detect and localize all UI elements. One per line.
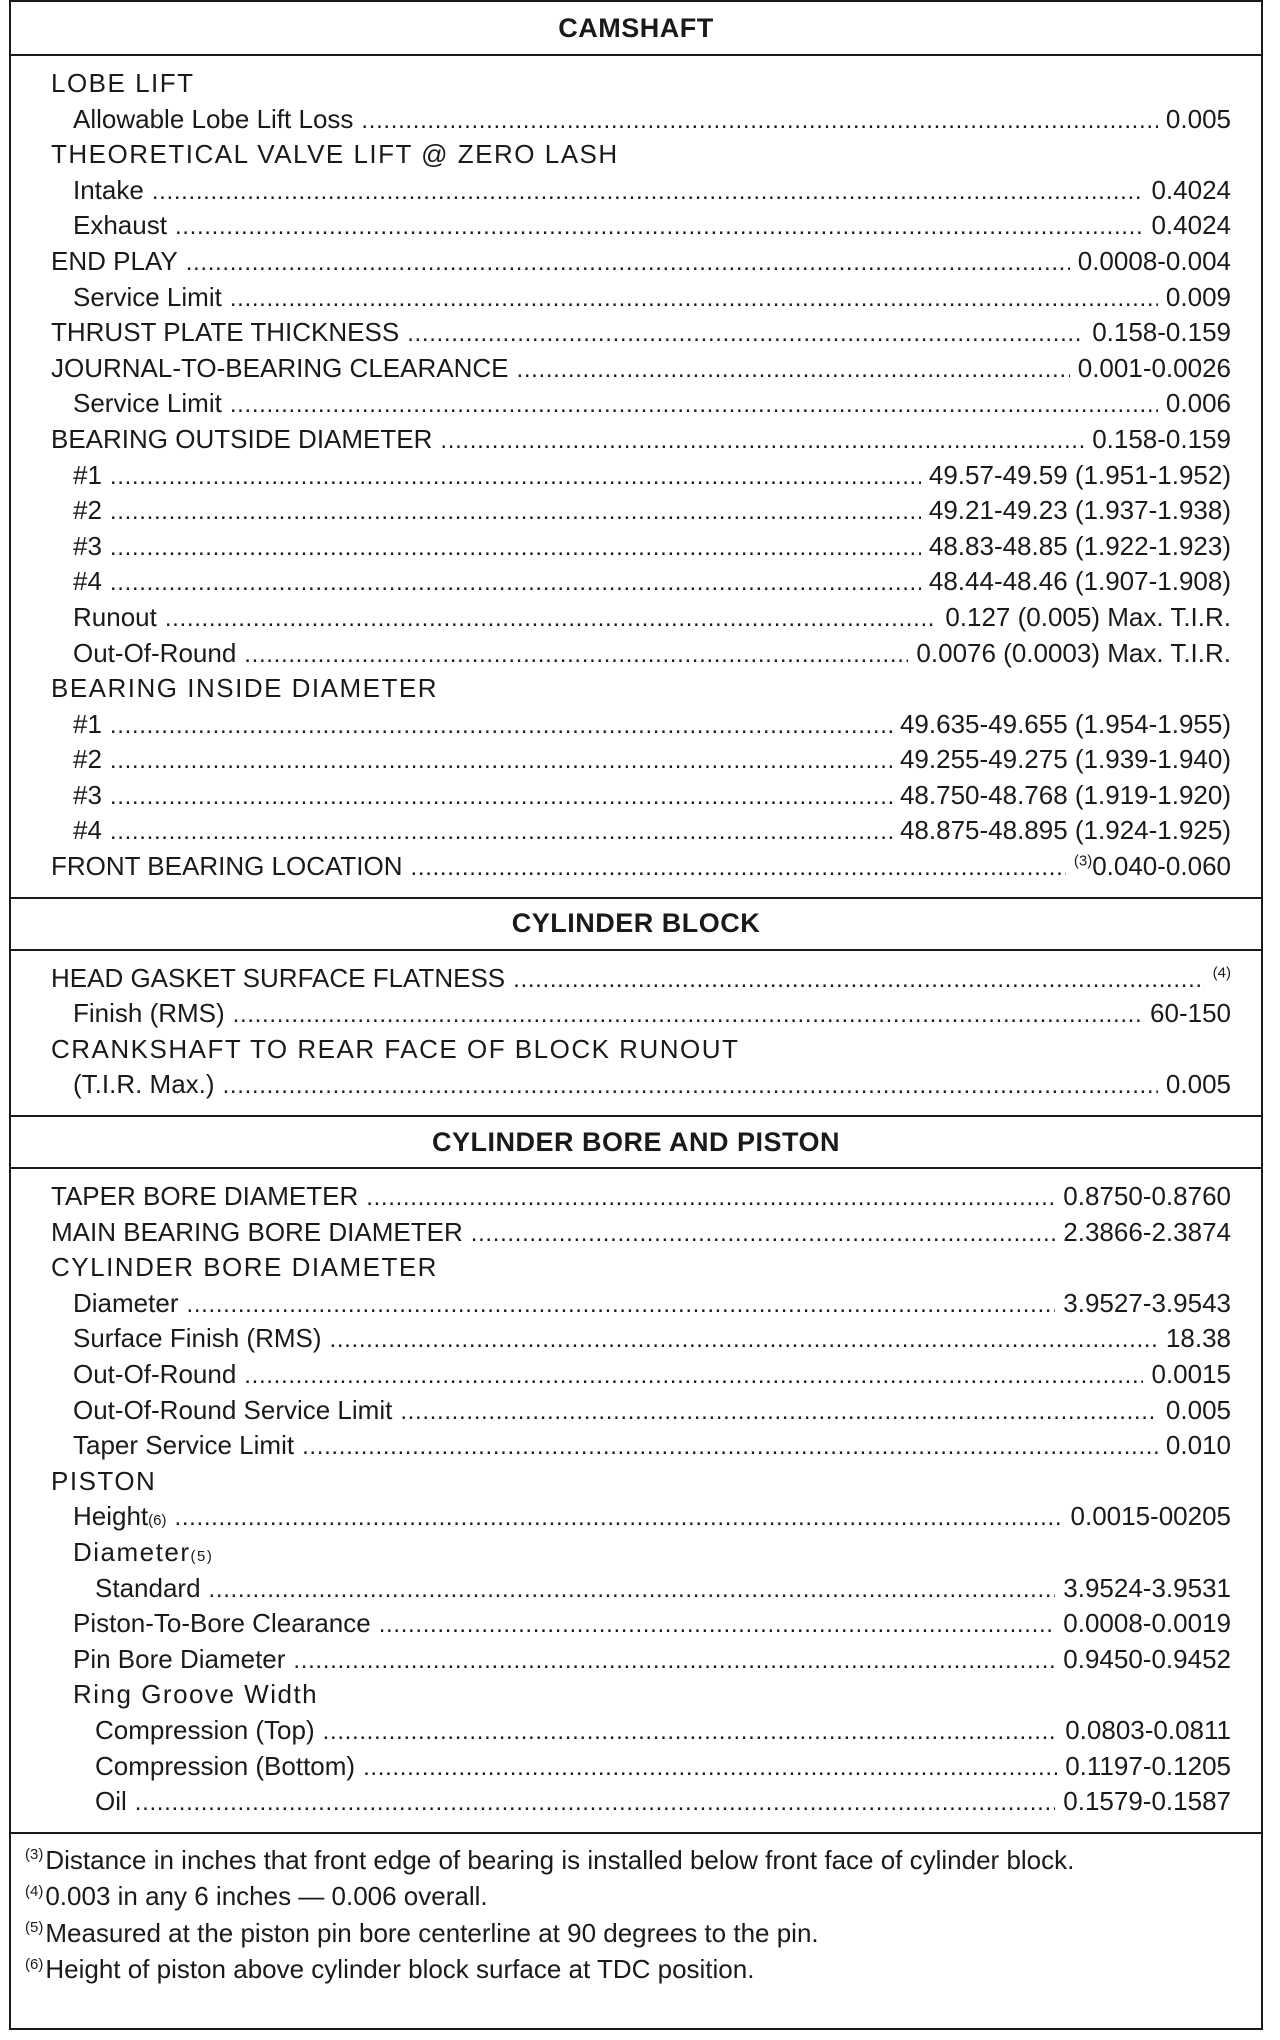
- spec-value: [1078, 351, 1231, 387]
- spec-label: #2: [73, 744, 102, 775]
- spec-value-text: 3.9527-3.9543: [1063, 1287, 1231, 1318]
- spec-label: Standard: [95, 1572, 201, 1603]
- spec-row: [51, 1215, 1231, 1251]
- spec-row: [51, 1321, 1231, 1357]
- dot-leader: [302, 1428, 1158, 1465]
- spec-label: Height: [73, 1501, 149, 1532]
- dot-leader: [110, 458, 921, 495]
- spec-row: [51, 173, 1231, 209]
- spec-row: Diameter (5): [51, 1535, 1231, 1571]
- spec-value-text: 0.005: [1165, 103, 1231, 134]
- spec-value: [1063, 1571, 1231, 1607]
- spec-label: PISTON: [51, 1465, 157, 1496]
- spec-row: [51, 1179, 1231, 1215]
- spec-value: [1092, 422, 1231, 458]
- footnotes: [11, 1832, 1261, 1998]
- spec-value-text: 48.750-48.768 (1.919-1.920): [899, 779, 1231, 810]
- spec-row: [51, 1464, 1231, 1500]
- spec-label: BEARING INSIDE DIAMETER: [51, 673, 438, 704]
- spec-row: [51, 1713, 1231, 1749]
- footnote-text: Measured at the piston pin bore centerline at 90 degrees to the pin.: [45, 1917, 819, 1948]
- dot-leader: [209, 1571, 1056, 1608]
- spec-row: [51, 1749, 1231, 1785]
- spec-label: Runout: [73, 601, 157, 632]
- spec-label: Intake: [73, 174, 144, 205]
- dot-leader: [330, 1321, 1158, 1358]
- dot-leader: [293, 1642, 1055, 1679]
- spec-row: [51, 137, 1231, 173]
- dot-leader: [230, 386, 1158, 423]
- spec-label: Allowable Lobe Lift Loss: [73, 103, 354, 134]
- spec-label: Piston-To-Bore Clearance: [73, 1608, 371, 1639]
- spec-row: [51, 1571, 1231, 1607]
- camshaft-section-title: CAMSHAFT: [11, 2, 1261, 56]
- spec-value-text: 0.127 (0.005) Max. T.I.R.: [945, 601, 1231, 632]
- dot-leader: [186, 1286, 1055, 1323]
- footnote: [25, 1915, 1251, 1952]
- spec-row: [51, 315, 1231, 351]
- dot-leader: [135, 1784, 1056, 1821]
- spec-row: [51, 1250, 1231, 1286]
- dot-leader: [110, 564, 921, 601]
- cylinder-bore-section-title: CYLINDER BORE AND PISTON: [11, 1115, 1261, 1169]
- spec-value: [1063, 1642, 1231, 1678]
- spec-label: CYLINDER BORE DIAMETER: [51, 1252, 438, 1283]
- spec-label: #2: [73, 495, 102, 526]
- spec-value: [916, 636, 1231, 672]
- spec-label: Out-Of-Round: [73, 1359, 237, 1389]
- dot-leader: [440, 422, 1084, 459]
- spec-value: [1071, 1499, 1231, 1535]
- spec-row: [51, 1428, 1231, 1464]
- spec-value: [1166, 1393, 1231, 1429]
- spec-value-text: 49.255-49.275 (1.939-1.940): [899, 744, 1231, 775]
- spec-value-text: 0.0015: [1151, 1359, 1231, 1389]
- dot-leader: [244, 636, 908, 673]
- footnote-ref: (3): [1073, 852, 1093, 870]
- spec-row: [51, 102, 1231, 138]
- spec-value: [1065, 1749, 1231, 1785]
- footnote-text: Distance in inches that front edge of bearing is installed below front face of cylinder block.: [45, 1844, 1075, 1875]
- spec-label: Ring Groove Width: [73, 1679, 319, 1710]
- spec-value: [1063, 1179, 1231, 1215]
- spec-label: #1: [73, 708, 102, 739]
- dot-leader: [363, 1749, 1057, 1786]
- spec-row: [51, 386, 1231, 422]
- footnote: [25, 1842, 1251, 1879]
- camshaft-section: [11, 56, 1261, 897]
- spec-value-text: 0.005: [1165, 1069, 1231, 1100]
- spec-value-text: 0.006: [1165, 388, 1231, 419]
- spec-value-text: 49.57-49.59 (1.951-1.952): [928, 459, 1231, 490]
- spec-value-text: 0.4024: [1151, 174, 1231, 205]
- spec-value-text: 0.001-0.0026: [1077, 352, 1231, 383]
- dot-leader: [513, 961, 1205, 998]
- spec-value: [1150, 996, 1231, 1032]
- spec-label: #3: [73, 530, 102, 561]
- spec-row: [51, 849, 1231, 885]
- spec-label: HEAD GASKET SURFACE FLATNESS: [51, 962, 506, 993]
- footnote: [25, 1878, 1251, 1915]
- spec-value: [1063, 1286, 1231, 1322]
- spec-value-text: 0.0008-0.004: [1077, 245, 1231, 276]
- spec-row: [51, 813, 1231, 849]
- spec-value-text: 60-150: [1150, 998, 1231, 1029]
- spec-value: [1151, 1357, 1231, 1393]
- spec-value-text: 48.875-48.895 (1.924-1.925): [899, 815, 1231, 846]
- spec-value: [1166, 1067, 1231, 1103]
- dot-leader: [361, 102, 1158, 139]
- spec-row: [51, 1642, 1231, 1678]
- dot-leader: [223, 1067, 1158, 1104]
- spec-value: [1063, 1784, 1231, 1820]
- footnote-mark: (3): [25, 1846, 44, 1864]
- dot-leader: [152, 173, 1144, 210]
- spec-value-text: 0.9450-0.9452: [1063, 1643, 1231, 1674]
- spec-label: Exhaust: [73, 210, 167, 241]
- spec-value-text: 0.0076 (0.0003) Max. T.I.R.: [916, 637, 1231, 668]
- spec-row: [51, 529, 1231, 565]
- spec-value-text: 0.0015-00205: [1070, 1501, 1231, 1532]
- spec-value: [929, 564, 1231, 600]
- spec-value-text: 0.158-0.159: [1092, 317, 1231, 348]
- dot-leader: [175, 208, 1144, 245]
- spec-value: [1151, 173, 1231, 209]
- spec-row: [51, 707, 1231, 743]
- spec-value-text: 18.38: [1165, 1323, 1231, 1354]
- spec-value-text: 48.44-48.46 (1.907-1.908): [928, 566, 1231, 597]
- spec-row: [51, 778, 1231, 814]
- spec-label: BEARING OUTSIDE DIAMETER: [51, 423, 433, 454]
- spec-label: MAIN BEARING BORE DIAMETER: [51, 1216, 463, 1247]
- spec-label: Finish (RMS): [73, 998, 225, 1029]
- footnote-mark: (5): [25, 1919, 44, 1937]
- spec-label: LOBE LIFT: [51, 68, 195, 98]
- spec-value-text: 2.3866-2.3874: [1063, 1216, 1231, 1247]
- spec-value-text: 0.0008-0.0019: [1063, 1608, 1231, 1639]
- spec-row: [51, 996, 1231, 1032]
- spec-label: Pin Bore Diameter: [73, 1643, 286, 1674]
- spec-row: [51, 1677, 1231, 1713]
- spec-value-text: 0.1579-0.1587: [1063, 1786, 1231, 1817]
- spec-row: [51, 600, 1231, 636]
- dot-leader: [110, 529, 921, 566]
- spec-value-text: 3.9524-3.9531: [1063, 1572, 1231, 1603]
- cylinder-bore-section: [11, 1169, 1261, 1832]
- spec-label: JOURNAL-TO-BEARING CLEARANCE: [51, 352, 509, 383]
- spec-value-text: 49.635-49.655 (1.954-1.955): [899, 708, 1231, 739]
- spec-value: [929, 458, 1231, 494]
- spec-row: [51, 961, 1231, 997]
- footnote-text: 0.003 in any 6 inches — 0.006 overall.: [45, 1881, 488, 1912]
- spec-value: [900, 707, 1231, 743]
- spec-row: [51, 671, 1231, 707]
- spec-row: [51, 1067, 1231, 1103]
- spec-label: END PLAY: [51, 245, 178, 276]
- spec-value: [1166, 102, 1231, 138]
- spec-label: TAPER BORE DIAMETER: [51, 1181, 359, 1212]
- spec-value: [1166, 1428, 1231, 1464]
- spec-value-text: 0.0803-0.0811: [1065, 1714, 1231, 1745]
- spec-value: [1092, 315, 1231, 351]
- dot-leader: [407, 315, 1084, 352]
- spec-value-text: 0.005: [1165, 1394, 1231, 1425]
- spec-label: Oil: [95, 1786, 127, 1817]
- dot-leader: [379, 1606, 1056, 1643]
- spec-label: Surface Finish (RMS): [73, 1323, 322, 1354]
- spec-value: [900, 778, 1231, 814]
- spec-row: [51, 1286, 1231, 1322]
- spec-label: Out-Of-Round: [73, 637, 237, 668]
- spec-value-text: 0.8750-0.8760: [1063, 1181, 1231, 1212]
- dot-leader: [400, 1393, 1158, 1430]
- spec-value: [1166, 386, 1231, 422]
- spec-value: [1166, 280, 1231, 316]
- spec-value: [1063, 1215, 1231, 1251]
- spec-value-text: 49.21-49.23 (1.937-1.938): [928, 495, 1231, 526]
- spec-value: [929, 493, 1231, 529]
- dot-leader: [244, 1357, 1143, 1394]
- spec-value: [900, 813, 1231, 849]
- spec-value: [1151, 208, 1231, 244]
- spec-value-text: 0.009: [1165, 281, 1231, 312]
- spec-label: Compression (Top): [95, 1714, 315, 1745]
- spec-row: [51, 1784, 1231, 1820]
- spec-row: [51, 66, 1231, 102]
- spec-value: [945, 600, 1231, 636]
- dot-leader: [110, 493, 921, 530]
- dot-leader: [110, 778, 892, 815]
- spec-value: [1166, 1321, 1231, 1357]
- spec-value-text: 48.83-48.85 (1.922-1.923): [928, 530, 1231, 561]
- dot-leader: [411, 849, 1066, 886]
- spec-label: (T.I.R. Max.): [73, 1069, 215, 1100]
- spec-value: [929, 529, 1231, 565]
- dot-leader: [323, 1713, 1058, 1750]
- dot-leader: [517, 351, 1070, 388]
- spec-row: [51, 742, 1231, 778]
- cylinder-block-section-title: CYLINDER BLOCK: [11, 897, 1261, 951]
- spec-row: [51, 564, 1231, 600]
- spec-label: Taper Service Limit: [73, 1430, 295, 1461]
- spec-row: [51, 244, 1231, 280]
- spec-value: [1074, 849, 1231, 885]
- dot-leader: [230, 280, 1158, 317]
- spec-value-text: 0.040-0.060: [1092, 851, 1231, 882]
- spec-row: [51, 280, 1231, 316]
- spec-value-text: 0.4024: [1151, 210, 1231, 241]
- dot-leader: [186, 244, 1070, 281]
- spec-row: Height (6) . . . 0.0015-00205: [51, 1499, 1231, 1535]
- footnote-ref: (4): [1212, 964, 1231, 981]
- footnote-text: Height of piston above cylinder block surface at TDC position.: [45, 1954, 755, 1985]
- spec-row: [51, 1032, 1231, 1068]
- spec-value: [1078, 244, 1231, 280]
- spec-value: [1065, 1713, 1231, 1749]
- spec-row: [51, 1606, 1231, 1642]
- dot-leader: [175, 1499, 1063, 1536]
- spec-value: [1213, 961, 1231, 997]
- dot-leader: [110, 742, 892, 779]
- dot-leader: [366, 1179, 1055, 1216]
- spec-label: Out-Of-Round Service Limit: [73, 1394, 393, 1425]
- spec-row: [51, 458, 1231, 494]
- spec-label: CRANKSHAFT TO REAR FACE OF BLOCK RUNOUT: [51, 1033, 740, 1064]
- spec-value: [1063, 1606, 1231, 1642]
- dot-leader: [233, 996, 1142, 1033]
- spec-row: [51, 1393, 1231, 1429]
- spec-value-text: 0.1197-0.1205: [1065, 1750, 1231, 1781]
- spec-label: Diameter: [73, 1287, 179, 1318]
- cylinder-block-section: [11, 951, 1261, 1115]
- footnote: [25, 1951, 1251, 1988]
- spec-label: #3: [73, 779, 102, 810]
- footnote-mark: (6): [25, 1955, 44, 1973]
- spec-row: [51, 422, 1231, 458]
- dot-leader: [165, 600, 937, 637]
- spec-label: #1: [73, 459, 102, 490]
- spec-label: FRONT BEARING LOCATION: [51, 851, 403, 882]
- spec-row: [51, 208, 1231, 244]
- spec-label: THEORETICAL VALVE LIFT @ ZERO LASH: [51, 139, 619, 170]
- dot-leader: [110, 813, 892, 850]
- spec-value-text: 0.158-0.159: [1092, 423, 1231, 454]
- spec-label: THRUST PLATE THICKNESS: [51, 317, 400, 348]
- spec-row: [51, 636, 1231, 672]
- spec-label: Service Limit: [73, 388, 222, 419]
- spec-label: #4: [73, 815, 102, 846]
- spec-row: [51, 493, 1231, 529]
- dot-leader: [471, 1215, 1056, 1252]
- dot-leader: [110, 707, 892, 744]
- spec-row: [51, 1357, 1231, 1393]
- spec-row: [51, 351, 1231, 387]
- spec-value: [900, 742, 1231, 778]
- spec-label: Compression (Bottom): [95, 1750, 356, 1781]
- footnote-mark: (4): [25, 1882, 44, 1900]
- spec-label: Diameter: [73, 1536, 191, 1567]
- spec-label: #4: [73, 566, 102, 597]
- spec-value-text: 0.010: [1165, 1430, 1231, 1461]
- spec-label: Service Limit: [73, 281, 222, 312]
- spec-table: [9, 0, 1263, 2030]
